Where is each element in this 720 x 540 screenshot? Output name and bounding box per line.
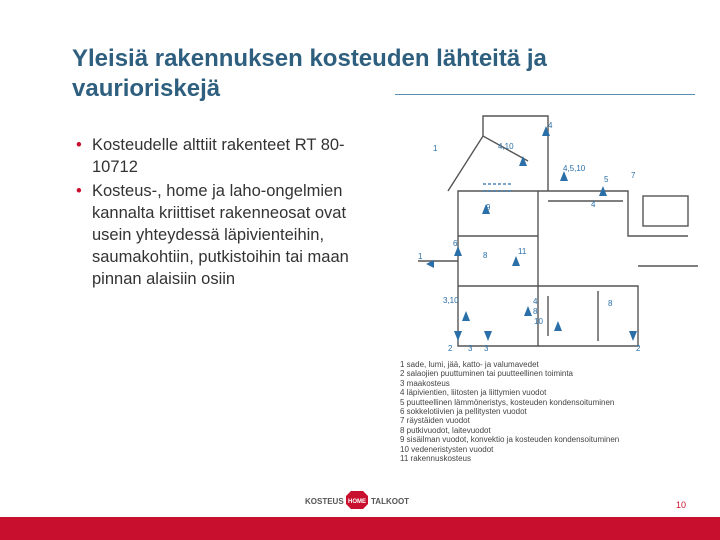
logo-left-text: KOSTEUS xyxy=(305,497,344,506)
diagram-label: 1 xyxy=(433,144,438,153)
diagram-label: 4,5,10 xyxy=(563,164,586,173)
legend-item: 4 läpivientien, liitosten ja liittymien vuodot xyxy=(400,388,547,398)
logo-right-text: TALKOOT xyxy=(371,497,410,506)
diagram-label: 2 xyxy=(636,344,641,353)
legend-item: 5 puutteellinen lämmöneristys, kosteuden kondensoituminen xyxy=(400,397,615,407)
legend-item: 8 putkivuodot, laitevuodot xyxy=(400,425,491,435)
diagram-label: 8 xyxy=(483,251,488,260)
kosteus-home-talkoot-logo xyxy=(305,489,415,511)
bullet-list xyxy=(76,134,361,292)
diagram-label: 2 xyxy=(448,344,453,353)
diagram-label: 3,10 xyxy=(443,296,459,305)
logo-mid-text: HOME xyxy=(348,499,366,505)
slide-title: Yleisiä rakennuksen kosteuden lähteitä ja vaurioriskejä xyxy=(72,45,547,102)
diagram-label: 11 xyxy=(518,247,527,256)
diagram-label: 8 xyxy=(608,299,613,308)
bullet-item xyxy=(76,134,361,178)
diagram-label: 6 xyxy=(453,239,458,248)
building-moisture-diagram xyxy=(398,96,698,356)
title-divider xyxy=(395,94,695,95)
bullet-text: Kosteudelle alttiit rakenteet RT 80-10712 xyxy=(92,136,345,176)
diagram-label: 10 xyxy=(534,317,543,326)
diagram-label: 3 xyxy=(468,344,473,353)
diagram-label: 4 xyxy=(591,200,596,209)
page-number: 10 xyxy=(675,500,686,510)
legend-item: 3 maakosteus xyxy=(400,378,450,388)
diagram-label: 7 xyxy=(631,171,636,180)
legend-item: 7 räystäiden vuodot xyxy=(400,416,470,426)
legend-item: 11 rakennuskosteus xyxy=(400,454,472,464)
diagram-legend xyxy=(400,360,690,463)
legend-item: 10 vedeneristysten vuodot xyxy=(400,444,494,454)
legend-item: 9 sisäilman vuodot, konvektio ja kosteuden kondensoituminen xyxy=(400,435,620,445)
diagram-label: 4 xyxy=(533,297,538,306)
legend-item: 1 sade, lumi, jää, katto- ja valumavedet xyxy=(400,360,539,369)
diagram-label: 4,10 xyxy=(498,142,514,151)
bullet-dot-icon: • xyxy=(76,182,82,200)
legend-item: 2 salaojien puuttuminen tai puutteellinen toiminta xyxy=(400,369,574,379)
diagram-label: 3 xyxy=(484,344,489,353)
bullet-dot-icon: • xyxy=(76,136,82,154)
diagram-label: 1 xyxy=(418,252,423,261)
legend-item: 6 sokkelotiivien ja pellitysten vuodot xyxy=(400,407,527,417)
bullet-text: Kosteus-, home ja laho-ongelmien kannalta kriittiset rakenneosat ovat usein yhteydessä läpivienteihin, saumakohtiin, putkistoihin tai maan pinnan alaisiin osiin xyxy=(92,182,349,288)
footer-bar xyxy=(0,517,720,540)
diagram-label: 8 xyxy=(533,307,538,316)
diagram-label: 5 xyxy=(604,175,609,184)
diagram-label: 9 xyxy=(486,203,491,212)
bullet-item xyxy=(76,180,361,290)
diagram-label: 4 xyxy=(548,121,553,130)
